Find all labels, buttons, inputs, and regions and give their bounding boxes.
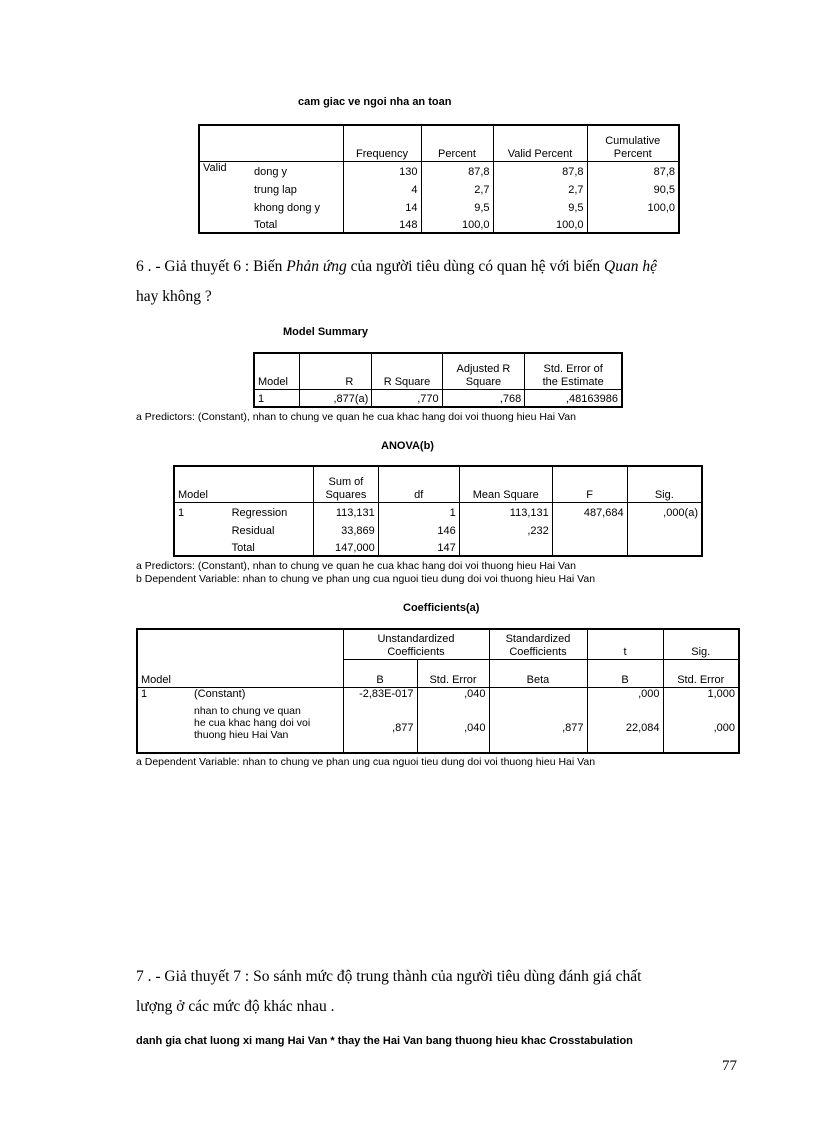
freq-table-title: cam giac ve ngoi nha an toan <box>298 96 452 108</box>
row-label: Total <box>254 219 278 231</box>
cell <box>627 538 702 556</box>
model-number: 1 <box>178 507 185 519</box>
cell: ,877 <box>343 705 417 753</box>
cell: 146 <box>378 520 459 538</box>
cell: 113,131 <box>314 502 379 520</box>
group-header-row <box>137 629 739 659</box>
col-sig: Sig. <box>663 629 739 659</box>
model-summary-footnote: a Predictors: (Constant), nhan to chung ve quan he cua khac hang doi voi thuong hieu Hai Van <box>136 411 576 423</box>
col-frequency: Frequency <box>343 125 421 161</box>
cell: 9,5 <box>421 197 493 215</box>
col-model: Model <box>254 353 299 389</box>
cell <box>587 215 679 233</box>
cell: -2,83E-017 <box>343 687 417 705</box>
row-label: Regression <box>231 507 288 519</box>
cell: 130 <box>343 161 421 179</box>
header-row <box>174 466 702 502</box>
col-percent: Percent <box>421 125 493 161</box>
cell: ,877(a) <box>299 389 371 407</box>
col-b: B <box>343 659 417 687</box>
cell: 22,084 <box>587 705 663 753</box>
cell: 100,0 <box>587 197 679 215</box>
row-label: trung lap <box>254 184 297 196</box>
cell: 1 <box>378 502 459 520</box>
cell: 33,869 <box>314 520 379 538</box>
cell: ,48163986 <box>525 389 622 407</box>
col-beta: Beta <box>489 659 587 687</box>
sub-header-row <box>137 659 739 687</box>
cell: ,040 <box>417 705 489 753</box>
col-df: df <box>378 466 459 502</box>
cell <box>459 538 552 556</box>
col-cumulative-percent: Cumulative Percent <box>587 125 679 161</box>
anova-footnote-b: b Dependent Variable: nhan to chung ve phan ung cua nguoi tieu dung doi voi thuong hieu Hai Van <box>136 573 596 585</box>
hypothesis-7-line2: lượng ở các mức độ khác nhau . <box>136 998 335 1015</box>
cell: 1 <box>258 393 265 405</box>
cell: 87,8 <box>587 161 679 179</box>
table-row <box>137 687 739 705</box>
col-adjusted-r-square: Adjusted R Square <box>442 353 525 389</box>
coefficients-table <box>136 628 740 754</box>
cell: ,232 <box>459 520 552 538</box>
cell: 14 <box>343 197 421 215</box>
cell <box>552 538 627 556</box>
cell: 90,5 <box>587 179 679 197</box>
table-row <box>199 215 679 233</box>
cell: 487,684 <box>552 502 627 520</box>
cell: 148 <box>343 215 421 233</box>
col-std-error: Std. Error of the Estimate <box>525 353 622 389</box>
cell: 4 <box>343 179 421 197</box>
col-f: F <box>552 466 627 502</box>
hypothesis-6-line2: hay không ? <box>136 288 212 305</box>
anova-title: ANOVA(b) <box>381 440 434 452</box>
frequency-table <box>198 124 680 234</box>
col-sig-sub: Std. Error <box>663 659 739 687</box>
col-r-square: R Square <box>372 353 442 389</box>
cell: 100,0 <box>493 215 587 233</box>
freq-header-row <box>199 125 679 161</box>
cell: 2,7 <box>421 179 493 197</box>
col-sig: Sig. <box>627 466 702 502</box>
table-row <box>199 179 679 197</box>
col-t-sub: B <box>587 659 663 687</box>
col-mean-square: Mean Square <box>459 466 552 502</box>
cell: 2,7 <box>493 179 587 197</box>
col-standardized: Standardized Coefficients <box>489 629 587 659</box>
cell: 87,8 <box>493 161 587 179</box>
row-label: nhan to chung ve quan he cua khac hang doi voi thuong hieu Hai Van <box>194 705 311 741</box>
coefficients-footnote: a Dependent Variable: nhan to chung ve phan ung cua nguoi tieu dung doi voi thuong hieu Hai Van <box>136 756 596 768</box>
table-row <box>174 538 702 556</box>
row-label: khong dong y <box>254 202 321 214</box>
cell: 87,8 <box>421 161 493 179</box>
cell: 147,000 <box>314 538 379 556</box>
col-r: R <box>299 353 371 389</box>
cell: ,000(a) <box>627 502 702 520</box>
cell <box>552 520 627 538</box>
cell: ,768 <box>442 389 525 407</box>
cell: 113,131 <box>459 502 552 520</box>
table-row <box>199 197 679 215</box>
cell: ,000 <box>587 687 663 705</box>
hypothesis-6-line1: 6 . - Giả thuyết 6 : Biến Phản ứng của người tiêu dùng có quan hệ với biến Quan hệ <box>136 258 657 275</box>
table-row <box>199 161 679 179</box>
cell: ,040 <box>417 687 489 705</box>
cell: ,000 <box>663 705 739 753</box>
hypothesis-7-line1: 7 . - Giả thuyết 7 : So sánh mức độ trung thành của người tiêu dùng đánh giá chất <box>136 968 642 985</box>
col-sum-of-squares: Sum of Squares <box>314 466 379 502</box>
row-label: Total <box>231 542 255 554</box>
col-std-error: Std. Error <box>417 659 489 687</box>
header-row <box>254 353 622 389</box>
table-row <box>137 705 739 753</box>
table-row <box>174 502 702 520</box>
model-summary-title: Model Summary <box>283 326 368 338</box>
row-label: (Constant) <box>194 687 246 700</box>
col-unstandardized: Unstandardized Coefficients <box>343 629 489 659</box>
table-row <box>174 520 702 538</box>
table-row <box>254 389 622 407</box>
anova-footnote-a: a Predictors: (Constant), nhan to chung ve quan he cua khac hang doi voi thuong hieu Hai Van <box>136 560 576 572</box>
col-t: t <box>587 629 663 659</box>
col-model: Model <box>137 659 343 687</box>
page-number: 77 <box>722 1058 737 1074</box>
col-model: Model <box>174 466 314 502</box>
cell: 100,0 <box>421 215 493 233</box>
cell <box>627 520 702 538</box>
row-label: dong y <box>254 166 288 178</box>
cell: 1,000 <box>663 687 739 705</box>
group-label: Valid <box>203 161 227 174</box>
model-number: 1 <box>141 687 148 700</box>
anova-table <box>173 465 703 557</box>
cell: 9,5 <box>493 197 587 215</box>
row-label: Residual <box>231 525 275 537</box>
coefficients-title: Coefficients(a) <box>403 602 480 614</box>
model-summary-table <box>253 352 623 408</box>
cell <box>489 687 587 705</box>
col-valid-percent: Valid Percent <box>493 125 587 161</box>
cell: ,877 <box>489 705 587 753</box>
crosstab-title: danh gia chat luong xi mang Hai Van * thay the Hai Van bang thuong hieu khac Crosstabulation <box>136 1035 633 1047</box>
cell: 147 <box>378 538 459 556</box>
cell: ,770 <box>372 389 442 407</box>
